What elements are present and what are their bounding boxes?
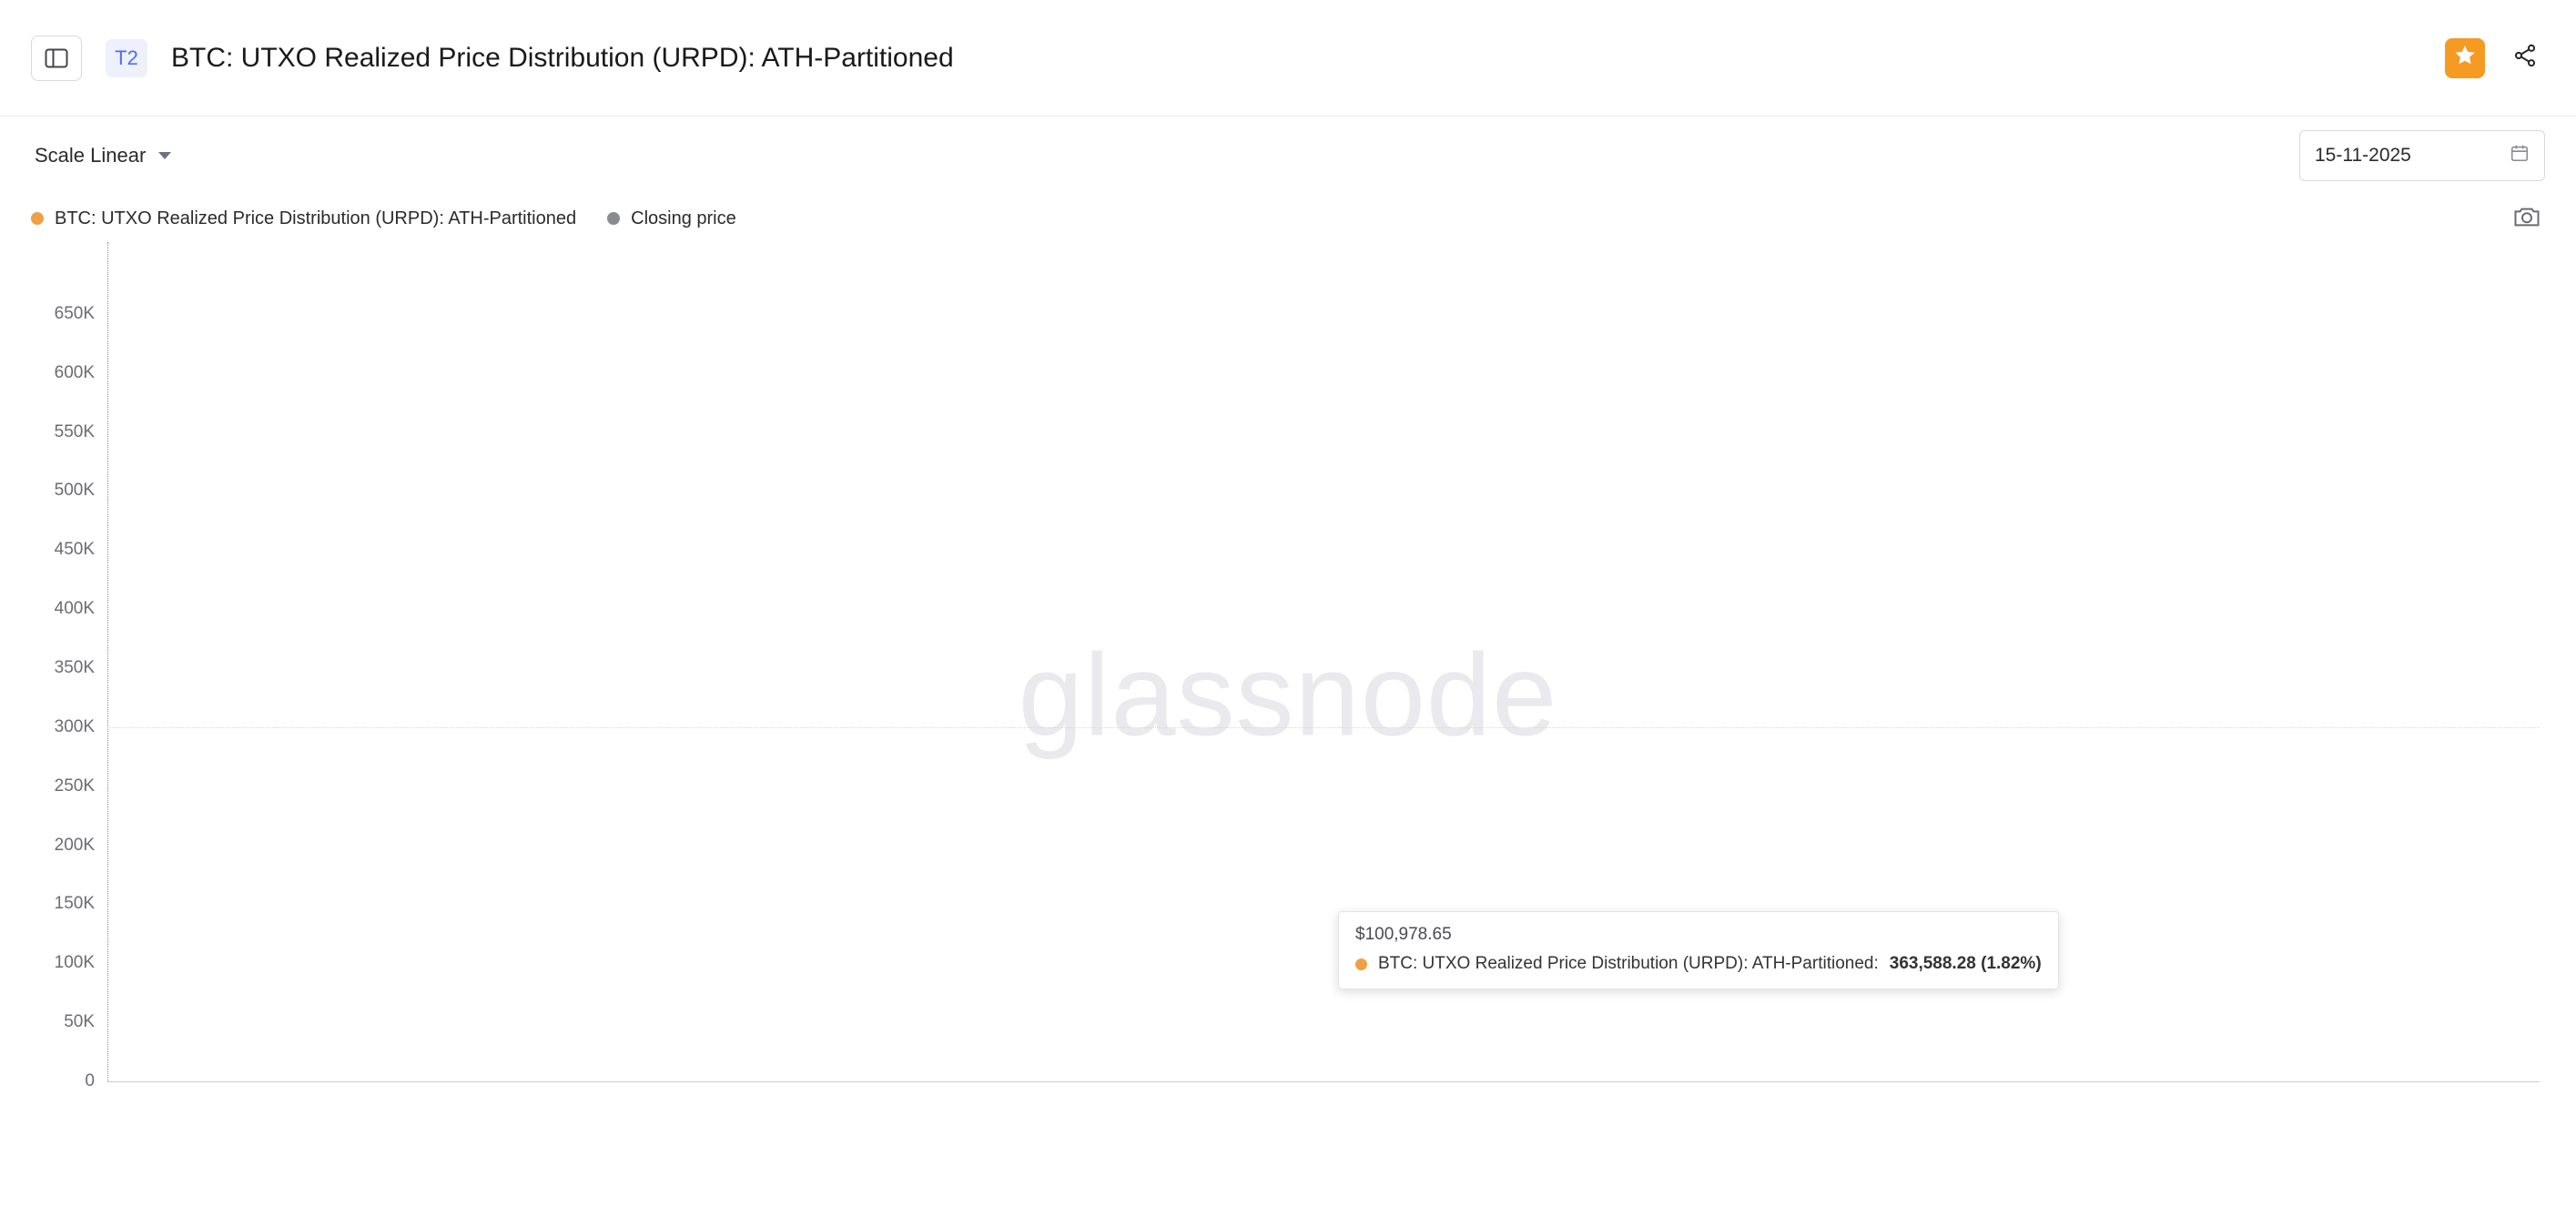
chart-toolbar xyxy=(0,117,2576,195)
page-title: BTC: UTXO Realized Price Distribution (URPD): ATH-Partitioned xyxy=(171,42,954,73)
x-axis xyxy=(107,1083,2540,1227)
y-axis-tick: 50K xyxy=(64,1012,95,1032)
legend-dot-icon xyxy=(31,212,44,225)
y-axis-tick: 450K xyxy=(54,540,95,560)
legend-item-urpd[interactable] xyxy=(31,208,576,229)
sidebar-toggle-button[interactable] xyxy=(31,35,82,81)
y-axis-tick: 300K xyxy=(54,716,95,736)
scale-select-label: Scale Linear xyxy=(35,144,147,167)
chart-tooltip xyxy=(1338,911,2059,989)
y-axis-tick: 550K xyxy=(54,421,95,441)
date-picker[interactable] xyxy=(2299,130,2545,181)
sidebar-toggle-icon xyxy=(45,47,68,69)
tooltip-series-dot-icon xyxy=(1355,958,1367,970)
header-actions xyxy=(2445,38,2545,78)
chart-canvas xyxy=(0,242,2576,1227)
share-button[interactable] xyxy=(2505,38,2545,78)
tier-badge: T2 xyxy=(106,39,147,77)
scale-select[interactable] xyxy=(31,138,175,173)
y-axis-tick: 600K xyxy=(54,362,95,382)
plot-region xyxy=(107,279,2540,1081)
legend-label: Closing price xyxy=(631,208,736,228)
chart-legend xyxy=(0,195,2576,242)
gridline xyxy=(107,727,2540,728)
date-value: 15-11-2025 xyxy=(2315,145,2411,166)
chevron-down-icon xyxy=(158,152,171,159)
favorite-button[interactable] xyxy=(2445,38,2485,78)
legend-item-closing-price[interactable] xyxy=(607,208,736,229)
y-axis-tick: 350K xyxy=(54,658,95,678)
tooltip-value: 363,588.28 (1.82%) xyxy=(1889,954,2042,973)
y-axis-tick: 200K xyxy=(54,835,95,855)
bar-series xyxy=(107,279,2540,1081)
y-axis-tick: 500K xyxy=(54,481,95,501)
app-header xyxy=(0,0,2576,117)
screenshot-button[interactable] xyxy=(2509,203,2545,234)
y-axis-tick: 400K xyxy=(54,599,95,619)
y-axis-tick: 100K xyxy=(54,953,95,973)
y-axis xyxy=(0,279,107,1090)
legend-label: BTC: UTXO Realized Price Distribution (URPD): ATH-Partitioned xyxy=(55,208,577,228)
calendar-icon xyxy=(2510,143,2530,168)
camera-icon xyxy=(2513,205,2541,233)
y-axis-tick: 150K xyxy=(54,894,95,914)
share-icon xyxy=(2512,43,2538,73)
tooltip-series-label: BTC: UTXO Realized Price Distribution (URPD): ATH-Partitioned: xyxy=(1378,954,1879,973)
axis-baseline xyxy=(107,1081,2540,1082)
y-axis-tick: 650K xyxy=(54,303,95,323)
legend-dot-icon xyxy=(607,212,620,225)
star-icon xyxy=(2453,44,2477,72)
y-axis-tick: 250K xyxy=(54,776,95,796)
cursor-crosshair xyxy=(107,242,108,1081)
watermark: glassnode xyxy=(1018,630,1558,761)
tooltip-price: $100,978.65 xyxy=(1355,925,1452,944)
y-axis-tick: 0 xyxy=(85,1071,95,1090)
